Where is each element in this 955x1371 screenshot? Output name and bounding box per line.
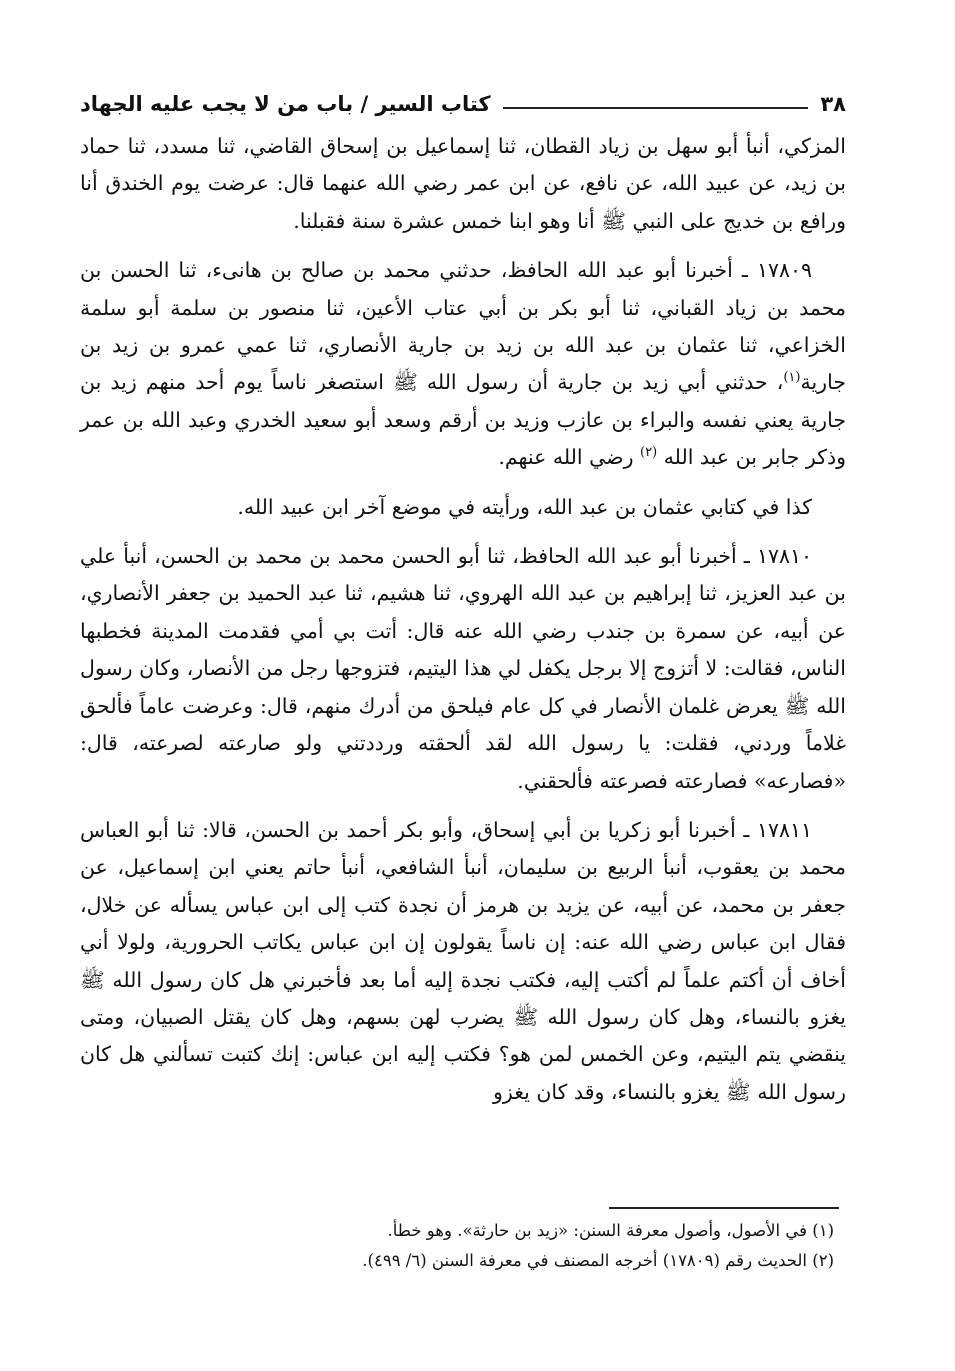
hadith-17810: ١٧٨١٠ ـ أخبرنا أبو عبد الله الحافظ، ثنا أبو الحسن محمد بن محمد بن الحسن، أنبأ علي بن عبد العزيز، ثنا إبراهيم بن عبد الله الهروي، ثنا هشيم، ثنا عبد الحميد بن جعفر الأنصاري، عن أبيه، عن سمرة بن جندب رضي الله عنه قال: أتت بي أمي فقدمت المدينة فخطبها الناس، فقالت: لا أتزوج إلا برجل يكفل لي هذا اليتيم، فتزوجها رجل من الأنصار، وكان رسول الله ﷺ يعرض غلمان الأنصار في كل عام فيلحق من أدرك منهم، قال: وعرضت عاماً فألحق غلاماً وردني، فقلت: يا رسول الله لقد ألحقته ورددتني ولو صارعته لصرعته، قال: «فصارعه» فصارعته فصرعته فألحقني.	[80, 544, 846, 793]
chapter-title: كتاب السير / باب من لا يجب عليه الجهاد	[80, 92, 491, 116]
footnote-ref-1[interactable]: (١)	[783, 370, 801, 386]
main-text	[80, 128, 846, 1123]
running-header	[80, 72, 846, 116]
hadith-17809-text-c: رضي الله عنهم.	[498, 445, 641, 470]
hadith-17811: ١٧٨١١ ـ أخبرنا أبو زكريا بن أبي إسحاق، وأبو بكر أحمد بن الحسن، قالا: ثنا أبو العباس محمد بن يعقوب، أنبأ الربيع بن سليمان، أنبأ الشافعي، أنبأ حاتم يعني ابن إسماعيل، عن جعفر بن محمد، عن أبيه، عن يزيد بن هرمز أن نجدة كتب إلى ابن عباس يسأله عن خلال، فقال ابن عباس رضي الله عنه: إن ناساً يقولون إن ابن عباس يكاتب الحرورية، ولولا أني أخاف أن أكتم علماً لم أكتب إليه، فكتب نجدة إليه أما بعد فأخبرني هل كان رسول الله ﷺ يغزو بالنساء، وهل كان رسول الله ﷺ يضرب لهن بسهم، وهل كان يقتل الصبيان، ومتى ينقضي يتم اليتيم، وعن الخمس لمن هو؟ فكتب إليه ابن عباس: إنك كتبت تسألني هل كان رسول الله ﷺ يغزو بالنساء، وقد كان يغزو	[80, 817, 846, 1104]
hadith-17809-text-a: ١٧٨٠٩ ـ أخبرنا أبو عبد الله الحافظ، حدثني محمد بن صالح بن هانىء، ثنا الحسن بن محمد بن زياد القباني، ثنا أبو بكر بن أبي عتاب الأعين، ثنا منصور بن سلمة أبو سلمة الخزاعي، ثنا عثمان بن عبد الله بن زيد بن جارية الأنصاري، ثنا عمي عمرو بن زيد بن جارية	[80, 258, 846, 395]
footnote-2: (٢) الحديث رقم (١٧٨٠٩) أخرجه المصنف في معرفة السنن (٦/ ٤٩٩).	[362, 1251, 834, 1270]
editor-note: كذا في كتابي عثمان بن عبد الله، ورأيته في موضع آخر ابن عبيد الله.	[237, 494, 812, 519]
footnote-1: (١) في الأصول، وأصول معرفة السنن: «زيد بن حارثة». وهو خطأ.	[387, 1221, 834, 1240]
page-number: ٣٨	[820, 92, 846, 116]
footnotes	[80, 1216, 846, 1276]
hadith-17809	[80, 252, 846, 476]
header-rule	[503, 107, 809, 109]
paragraph-continuation: المزكي، أنبأ أبو سهل بن زياد القطان، ثنا إسماعيل بن إسحاق القاضي، ثنا مسدد، ثنا حماد بن زيد، عن عبيد الله، عن نافع، عن ابن عمر رضي الله عنهما قال: عرضت يوم الخندق أنا ورافع بن خديج على النبي ﷺ أنا وهو ابنا خمس عشرة سنة فقبلنا.	[80, 134, 846, 233]
footnote-separator	[609, 1207, 839, 1209]
hadith-17809-text-b: ، حدثني أبي زيد بن جارية أن رسول الله ﷺ استصغر ناساً يوم أحد منهم زيد بن جارية يعني نفسه والبراء بن عازب وزيد بن أرقم وسعد أبو سعيد الخدري وعبد الله بن عمر وذكر جابر بن عبد الله	[80, 370, 846, 470]
footnote-ref-2[interactable]: (٢)	[640, 445, 658, 461]
